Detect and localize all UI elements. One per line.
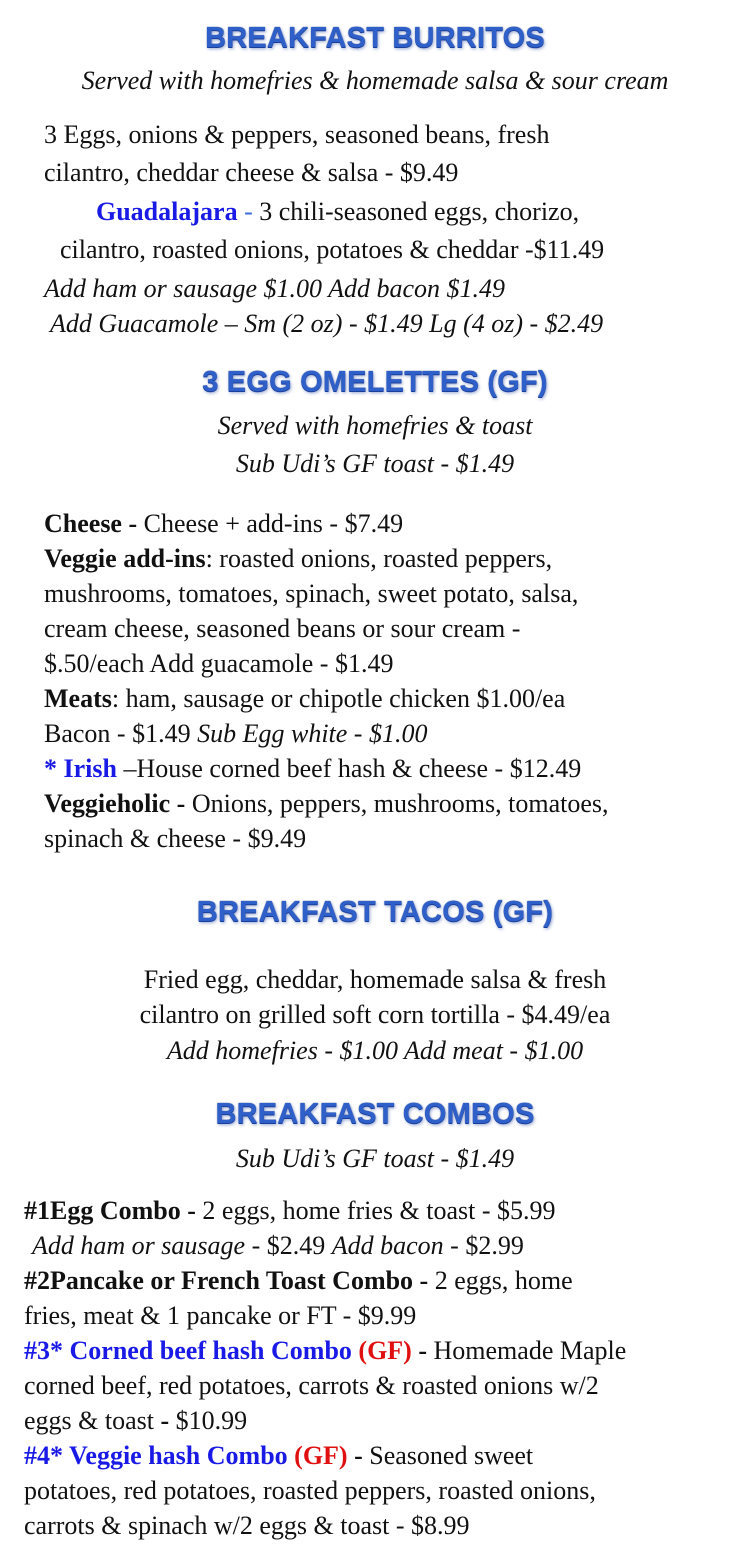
combo-1 [24,1194,556,1228]
combo-2-line-2: fries, meat & 1 pancake or FT - $9.99 [24,1301,417,1330]
bacon-price: Bacon - $1.49 [44,719,198,748]
meats-label: Meats [44,684,112,713]
guacamole-addons: Add Guacamole – Sm (2 oz) - $1.49 Lg (4 oz) - $2.49 [50,309,604,338]
meats-desc: : ham, sausage or chipotle chicken $1.00/ea [111,684,566,713]
combo-3-gf: (GF) [358,1336,412,1365]
guadalajara-name: Guadalajara [96,197,238,226]
tacos-heading: BREAKFAST TACOS (GF) [196,896,554,928]
add-bacon: Add bacon [331,1231,444,1260]
combos-gf-toast: Sub Udi’s GF toast - $1.49 [235,1144,515,1173]
combos-heading: BREAKFAST COMBOS [215,1098,535,1130]
tacos-line: Fried egg, cheddar, homemade salsa & fresh [143,965,607,994]
combo-3-price: $10.99 [169,1406,248,1435]
cheese-omelette [44,507,403,541]
burrito-line: cilantro, cheddar cheese & salsa - $9.49 [44,158,459,187]
veggieholic-omelette [44,787,609,821]
combo-4-label: #4* Veggie hash Combo [24,1441,295,1470]
combo-3-dash: - [411,1336,434,1365]
burritos-subtitle: Served with homefries & homemade salsa & sour cream [81,66,669,95]
combo-3 [24,1334,626,1368]
meats-line [44,682,565,716]
tacos-addons: Add homefries - $1.00 Add meat - $1.00 [166,1036,584,1065]
veggie-addins-line: mushrooms, tomatoes, spinach, sweet potato, salsa, [44,579,579,608]
veggieholic-label: Veggieholic - [44,789,192,818]
tacos-line: cilantro on grilled soft corn tortilla - $4.49/ea [139,1000,611,1029]
combo-2-label: #2Pancake or French Toast Combo - [24,1266,435,1295]
irish-desc: –House corned beef hash & cheese - $12.49 [123,754,582,783]
irish-label: * Irish [44,754,124,783]
combo-3-line-2: corned beef, red potatoes, carrots & roasted onions w/2 [24,1371,599,1400]
bacon-line [44,717,427,751]
combo-4-gf: (GF) [294,1441,348,1470]
cheese-label: Cheese - [44,509,144,538]
guadalajara-line [96,195,579,229]
omelettes-subtitle: Served with homefries & toast [217,411,533,440]
cheese-desc: Cheese + add-ins - $7.49 [143,509,404,538]
add-ham-sausage: Add ham or sausage [32,1231,246,1260]
bacon-price: - $2.99 [443,1231,524,1260]
combo-2-desc: 2 eggs, home [434,1266,573,1295]
burrito-line: 3 Eggs, onions & peppers, seasoned beans, fresh [44,120,550,149]
combo-4-dash: - [347,1441,370,1470]
guadalajara-desc: 3 chili-seasoned eggs, chorizo, [259,197,580,226]
ham-sausage-price: - $2.49 [245,1231,332,1260]
omelettes-gf-toast: Sub Udi’s GF toast - $1.49 [235,449,515,478]
veggie-addins-line: $.50/each Add guacamole - $1.49 [44,649,394,678]
burrito-addons: Add ham or sausage $1.00 Add bacon $1.49 [44,274,506,303]
combo-3-line-3 [24,1404,247,1438]
combo-2 [24,1264,573,1298]
veggie-addins-label: Veggie add-ins [44,544,206,573]
guadalajara-separator: - [237,197,260,226]
irish-omelette [44,752,581,786]
combo-4-desc: Seasoned sweet [369,1441,534,1470]
veggie-addins-desc: : roasted onions, roasted peppers, [205,544,553,573]
combo-1-label: #1Egg Combo - [24,1196,203,1225]
veggie-addins-line: cream cheese, seasoned beans or sour cream - [44,614,521,643]
veggie-addins [44,542,552,576]
combo-4-line-3: carrots & spinach w/2 eggs & toast - $8.99 [24,1511,470,1540]
combo-3-desc-end: eggs & toast [24,1406,161,1435]
combo-1-desc: 2 eggs, home fries & toast - $5.99 [202,1196,556,1225]
combo-3-label: #3* Corned beef hash Combo [24,1336,359,1365]
combo-1-addons [32,1229,524,1263]
combo-4 [24,1439,533,1473]
veggieholic-desc: Onions, peppers, mushrooms, tomatoes, [191,789,609,818]
omelettes-heading: 3 EGG OMELETTES (GF) [202,366,548,398]
combo-3-price-dash: - [160,1406,170,1435]
burritos-heading: BREAKFAST BURRITOS [205,22,545,54]
veggieholic-line-2: spinach & cheese - $9.49 [44,824,307,853]
guadalajara-line-2: cilantro, roasted onions, potatoes & cheddar -$11.49 [60,235,605,264]
combo-4-line-2: potatoes, red potatoes, roasted peppers, roasted onions, [24,1476,596,1505]
combo-3-desc: Homemade Maple [433,1336,627,1365]
sub-egg-white: Sub Egg white - $1.00 [197,719,428,748]
